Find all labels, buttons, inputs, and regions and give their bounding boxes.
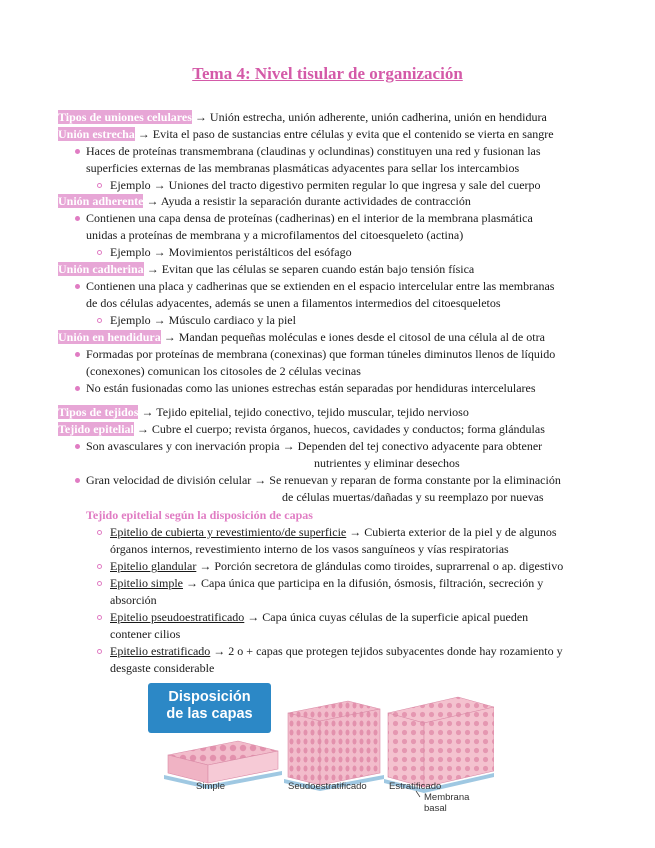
bullet-dot <box>75 478 80 483</box>
epithelium-illustration <box>148 683 494 843</box>
tipos-uniones-line: Tipos de uniones celulares → Unión estrecha, unión adherente, unión cadherina, unión en hendidura <box>58 110 547 124</box>
figure-title-line2: de las capas <box>166 706 253 722</box>
sub-bullet-circle <box>97 581 102 586</box>
label-basal: basal <box>424 803 447 814</box>
tipos-tejidos-line: Tipos de tejidos → Tejido epitelial, tejido conectivo, tejido muscular, tejido nervioso <box>58 405 469 419</box>
list-item: Epitelio estratificado → 2 o + capas que protegen tejidos subyacentes donde hay rozamiento y <box>110 644 563 658</box>
label-membrana: Membrana <box>424 792 470 803</box>
example-item: Ejemplo → Uniones del tracto digestivo permiten regular lo que ingresa y sale del cuerpo <box>110 178 541 192</box>
sub-bullet-circle <box>97 530 102 535</box>
bullet-dot <box>75 444 80 449</box>
bullet-dot <box>75 216 80 221</box>
union-estrecha-line: Unión estrecha → Evita el paso de sustancias entre células y evita que el contenido se vierta en sangre <box>58 127 554 141</box>
union-hendidura-label: Unión en hendidura <box>58 330 161 344</box>
sub-bullet-circle <box>97 649 102 654</box>
term: Epitelio estratificado <box>110 644 211 658</box>
union-adherente-line: Unión adherente → Ayuda a resistir la separación durante actividades de contracción <box>58 194 471 208</box>
sub-bullet-circle <box>97 615 102 620</box>
union-cadherina-line: Unión cadherina → Evitan que las células se separen cuando están bajo tensión física <box>58 262 475 276</box>
label-simple: Simple <box>196 781 226 792</box>
list-item-cont: de dos células adyacentes, además se unen a filamentos intermedios del citoesqueletos <box>86 296 501 310</box>
union-adherente-label: Unión adherente <box>58 194 144 208</box>
term: Epitelio simple <box>110 576 183 590</box>
epithelium-figure <box>148 683 494 843</box>
list-item-cont: desgaste considerable <box>110 661 215 675</box>
tipos-uniones-label: Tipos de uniones celulares <box>58 110 192 124</box>
list-item: Contienen una placa y cadherinas que se extienden en el espacio intercelular entre las membranas <box>86 279 555 293</box>
list-item: Epitelio glandular → Porción secretora de glándulas como tiroides, suprarrenal o ap. digestivo <box>110 559 564 573</box>
union-hendidura-line: Unión en hendidura → Mandan pequeñas moléculas e iones desde el citosol de una célula al de otra <box>58 330 545 344</box>
list-item-cont: absorción <box>110 593 157 607</box>
example-item: Ejemplo → Músculo cardiaco y la piel <box>110 313 296 327</box>
sub-bullet-circle <box>97 318 102 323</box>
bullet-dot <box>75 386 80 391</box>
list-item-cont: órganos internos, revestimiento interno de los vasos sanguíneos y vías respiratorias <box>110 542 509 556</box>
list-item: Epitelio de cubierta y revestimiento/de superficie → Cubierta exterior de la piel y de algunos <box>110 525 557 539</box>
union-estrecha-label: Unión estrecha <box>58 127 135 141</box>
list-item: Gran velocidad de división celular → Se renuevan y reparan de forma constante por la eliminación <box>86 473 561 487</box>
list-item-cont: de células muertas/dañadas y su reemplazo por nuevas <box>282 490 544 504</box>
tejido-epitelial-line: Tejido epitelial → Cubre el cuerpo; revista órganos, huecos, cavidades y conductos; forma glándulas <box>58 422 545 436</box>
list-item-cont: unidas a proteínas de membrana y a microfilamentos del citoesqueleto (actina) <box>86 228 464 242</box>
union-cadherina-label: Unión cadherina <box>58 262 144 276</box>
list-item: Son avasculares y con inervación propia → Dependen del tej conectivo adyacente para obtener <box>86 439 543 453</box>
page-title: Tema 4: Nivel tisular de organización <box>192 64 463 83</box>
bullet-dot <box>75 352 80 357</box>
sub-bullet-circle <box>97 564 102 569</box>
list-item: Contienen una capa densa de proteínas (cadherinas) en el interior de la membrana plasmática <box>86 211 533 225</box>
term: Epitelio pseudoestratificado <box>110 610 245 624</box>
list-item-cont: contener cilios <box>110 627 181 641</box>
sub-bullet-circle <box>97 183 102 188</box>
list-item: Epitelio simple → Capa única que participa en la difusión, ósmosis, filtración, secreción y <box>110 576 544 590</box>
figure-title-line1: Disposición <box>168 689 251 705</box>
tipos-tejidos-label: Tipos de tejidos <box>58 405 139 419</box>
list-item-cont: nutrientes y eliminar desechos <box>314 456 460 470</box>
term: Epitelio glandular <box>110 559 197 573</box>
list-item-cont: (conexones) comunican los citosoles de 2 células vecinas <box>86 364 361 378</box>
label-estratificado: Estratificado <box>389 781 442 792</box>
disposicion-heading: Tejido epitelial según la disposición de capas <box>86 508 313 522</box>
list-item: Haces de proteínas transmembrana (claudinas y oclundinas) constituyen una red y fusionan las <box>86 144 541 158</box>
sub-bullet-circle <box>97 250 102 255</box>
list-item-cont: superficies externas de las membranas plasmáticas adyacentes para sellar los intercambios <box>86 161 520 175</box>
list-item: Formadas por proteínas de membrana (conexinas) que forman túneles diminutos llenos de líquido <box>86 347 556 361</box>
tejido-epitelial-label: Tejido epitelial <box>58 422 134 436</box>
example-item: Ejemplo → Movimientos peristálticos del esófago <box>110 245 352 259</box>
list-item: No están fusionadas como las uniones estrechas están separadas por hendiduras intercelulares <box>86 381 536 395</box>
list-item: Epitelio pseudoestratificado → Capa única cuyas células de la superficie apical pueden <box>110 610 529 624</box>
label-pseudoestratificado: Seudoestratificado <box>288 781 367 792</box>
bullet-dot <box>75 149 80 154</box>
pseudostratified-epithelium <box>284 701 384 791</box>
bullet-dot <box>75 284 80 289</box>
term: Epitelio de cubierta y revestimiento/de superficie <box>110 525 347 539</box>
